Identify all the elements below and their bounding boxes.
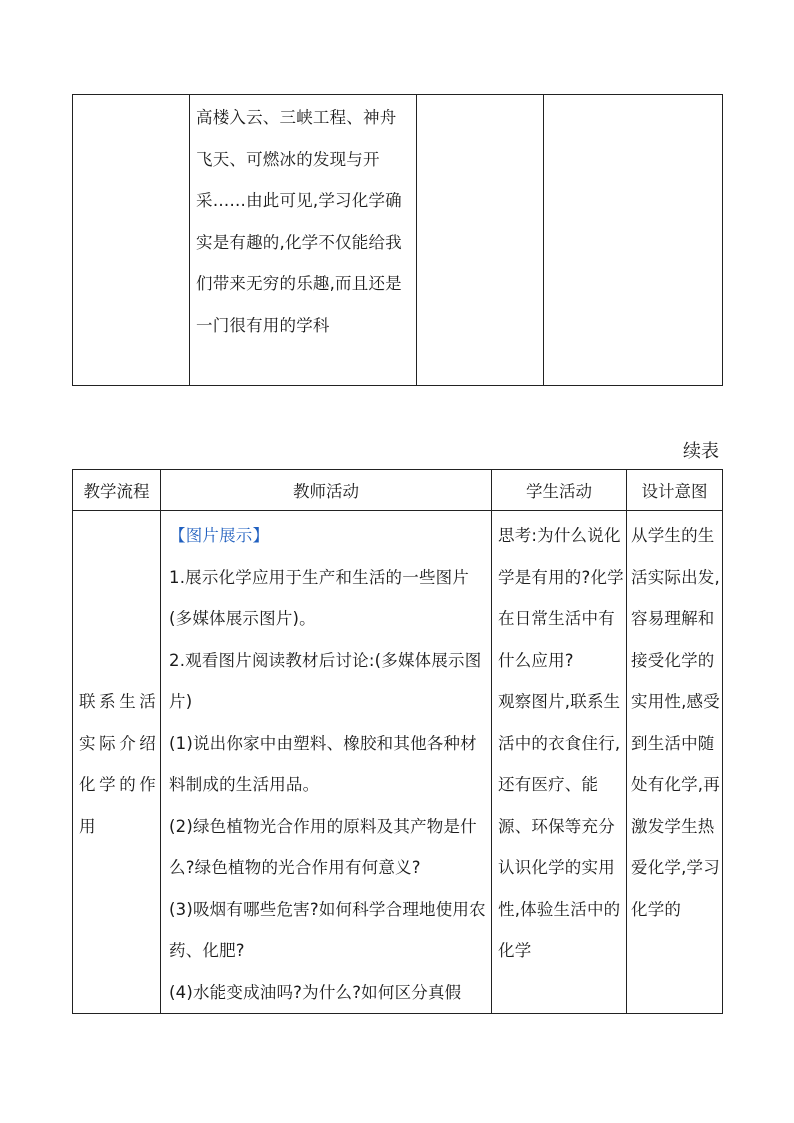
lesson-table <box>72 469 723 1014</box>
student-activity <box>492 511 626 972</box>
design-intent-text: 从学生的生活实际出发,容易理解和接受化学的实用性,感受到生活中随处有化学,再激发学生热爱化学,学习化学的 <box>631 526 720 919</box>
teacher-paragraph: (3)吸烟有哪些危害?如何科学合理地使用农药、化肥? <box>169 899 486 960</box>
cell-teaching-flow <box>73 511 161 1014</box>
section-title: 【图片展示】 <box>169 526 270 545</box>
table-cell-intent <box>544 95 723 386</box>
header-student-activity: 学生活动 <box>492 470 627 511</box>
table-cell-teacher <box>190 95 417 386</box>
table-caption: 续表 <box>683 441 719 462</box>
teacher-paragraph: (2)绿色植物光合作用的原料及其产物是什么?绿色植物的光合作用有何意义? <box>169 816 477 877</box>
table-row <box>73 95 723 386</box>
teaching-flow-text: 联系生活实际介绍化学的作用 <box>79 692 156 836</box>
table-cell-flow <box>73 95 190 386</box>
cell-design-intent <box>627 511 723 1014</box>
cell-teacher-activity <box>161 511 492 1014</box>
student-paragraph: 观察图片,联系生活中的衣食住行,还有医疗、能源、环保等充分认识化学的实用性,体验生活中的化学 <box>498 692 621 960</box>
table-header-row <box>73 470 723 511</box>
teacher-paragraph: 2.观看图片阅读教材后讨论:(多媒体展示图片) <box>169 650 482 711</box>
table-row <box>73 511 723 1014</box>
teacher-activity <box>161 511 491 1013</box>
table-cell-student <box>417 95 544 386</box>
header-design-intent: 设计意图 <box>627 470 723 511</box>
student-paragraph: 思考:为什么说化学是有用的?化学在日常生活中有什么应用? <box>498 526 624 670</box>
continuation-table <box>72 94 723 386</box>
header-teaching-flow: 教学流程 <box>73 470 161 511</box>
teacher-activity-text: 高楼入云、三峡工程、神舟飞天、可燃冰的发现与开采……由此可见,学习化学确实是有趣的,化学不仅能给我们带来无穷的乐趣,而且还是一门很有用的学科 <box>196 108 402 335</box>
teacher-paragraph: 1.展示化学应用于生产和生活的一些图片(多媒体展示图片)。 <box>169 567 470 628</box>
teacher-paragraph: (4)水能变成油吗?为什么?如何区分真假 <box>169 982 462 1002</box>
header-teacher-activity: 教师活动 <box>161 470 492 511</box>
cell-student-activity <box>492 511 627 1014</box>
teacher-paragraph: (1)说出你家中由塑料、橡胶和其他各种材料制成的生活用品。 <box>169 733 477 794</box>
